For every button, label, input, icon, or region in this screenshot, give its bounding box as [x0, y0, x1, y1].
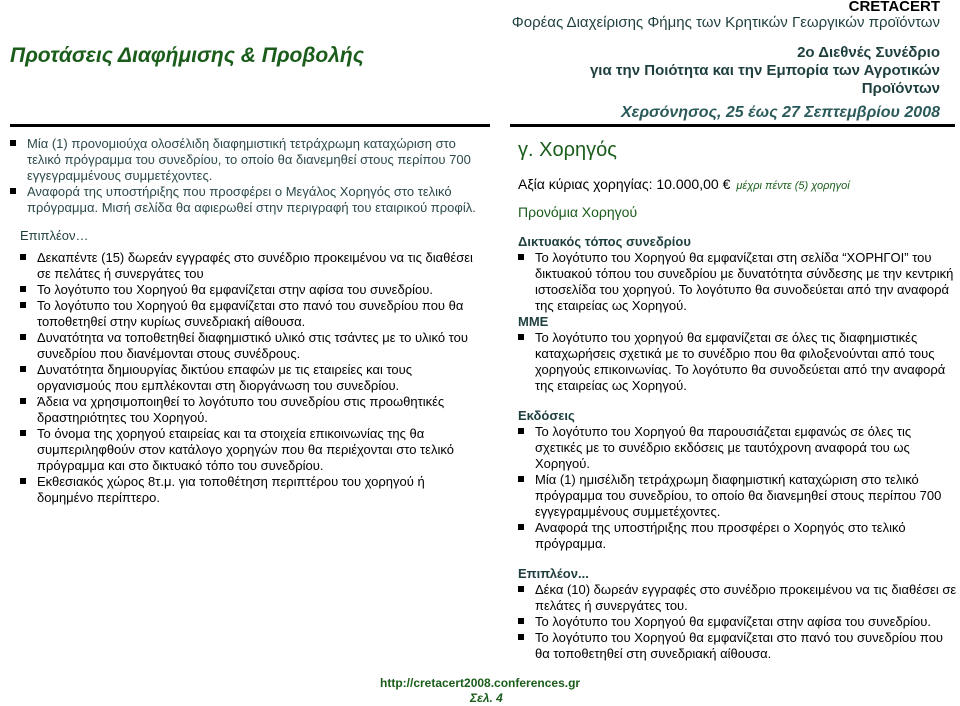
value-label: Αξία κύριας χορηγίας: 10.000,00 € — [518, 176, 731, 192]
list-item: Εκθεσιακός χώρος 8τ.μ. για τοποθέτηση περιπτέρου του χορηγού ή δομημένο περίπτερο. — [20, 474, 478, 506]
website-heading: Δικτυακός τόπος συνεδρίου — [518, 234, 691, 249]
media-heading: ΜΜΕ — [518, 314, 549, 329]
sponsorship-value — [518, 176, 958, 194]
list-item: Αναφορά της υποστήριξης που προσφέρει ο Μεγάλος Χορηγός στο τελικό πρόγραμμα. Μισή σελίδα θα αφιερωθεί στην περιγραφή του εταιρικού προφίλ. — [10, 184, 478, 216]
divider-right — [510, 124, 955, 127]
conference-line-1: 2ο Διεθνές Συνέδριο — [797, 44, 940, 61]
list-item: Αναφορά της υποστήριξης που προσφέρει ο Χορηγός στο τελικό πρόγραμμα. — [518, 520, 958, 552]
org-subtitle: Φορέας Διαχείρισης Φήμης των Κρητικών Γεωργικών προϊόντων — [511, 14, 940, 31]
list-item: Το λογότυπο του Χορηγού θα εμφανίζεται στην αφίσα του συνεδρίου. — [20, 282, 478, 298]
sponsor-title: γ. Χορηγός — [518, 139, 617, 161]
list-item: Δέκα (10) δωρεάν εγγραφές στο συνέδριο προκειμένου να τις διαθέσει σε πελάτες ή συνεργάτες του. — [518, 582, 958, 614]
list-item: Δυνατότητα να τοποθετηθεί διαφημιστικό υλικό στις τσάντες με το υλικό του συνεδρίου που διανέμονται στους συνέδρους. — [20, 330, 478, 362]
list-item: Το όνομα της χορηγού εταιρείας και τα στοιχεία επικοινωνίας της θα συμπεριληφθούν στον κατάλογο χορηγών που θα περιέχονται στο τελικό πρόγραμμα και στο δικτυακό τόπο του συνεδρίου. — [20, 426, 478, 474]
list-item: Μία (1) προνομιούχα ολοσέλιδη διαφημιστική τετράχρωμη καταχώριση στο τελικό πρόγραμμα του συνεδρίου, το οποίο θα διανεμηθεί στους περίπου 700 εγγεγραμμένους συμμετέχοντες. — [10, 136, 478, 184]
footer-url[interactable]: http://cretacert2008.conferences.gr — [380, 676, 581, 690]
list-item: Το λογότυπο του Χορηγού θα εμφανίζεται στην αφίσα του συνεδρίου. — [518, 614, 958, 630]
list-item: Το λογότυπο του Χορηγού θα παρουσιάζεται εμφανώς σε όλες τις σχετικές με το συνέδριο εκδόσεις με ταυτόχρονη αναφορά του ως Χορηγού. — [518, 424, 958, 472]
right-column — [518, 136, 958, 662]
publications-heading: Εκδόσεις — [518, 408, 575, 423]
list-item: Δεκαπέντε (15) δωρεάν εγγραφές στο συνέδριο προκειμένου να τις διαθέσει σε πελάτες ή συνεργάτες του — [20, 250, 478, 282]
more-list — [518, 582, 958, 662]
value-note: μέχρι πέντε (5) χορηγοί — [736, 180, 850, 192]
conference-title — [520, 44, 940, 98]
list-item: Το λογότυπο του Χορηγού θα εμφανίζεται στο πανό του συνεδρίου που θα τοποθετηθεί στην κυρίως συνεδριακή αίθουσα. — [20, 298, 478, 330]
list-item: Το λογότυπο του Χορηγού θα εμφανίζεται στο πανό του συνεδρίου που θα τοποθετηθεί στη συνεδριακή αίθουσα. — [518, 630, 958, 662]
list-item: Το λογότυπο του χορηγού θα εμφανίζεται σε όλες τις διαφημιστικές καταχωρήσεις σχετικά με το συνέδριο που θα φιλοξενούνται από τους χορηγούς επικοινωνίας. Το λογότυπο θα συνοδεύεται από την αναφορά της εταιρείας ως Χορηγού. — [518, 330, 958, 394]
conference-date: Χερσόνησος, 25 έως 27 Σεπτεμβρίου 2008 — [621, 104, 940, 121]
page-number: Σελ. 4 — [470, 691, 503, 705]
more-label: Επιπλέον… — [20, 228, 89, 243]
list-item: Δυνατότητα δημιουργίας δικτύου επαφών με τις εταιρείες και τους οργανισμούς που εμπλέκονται στη διοργάνωση του συνεδρίου. — [20, 362, 478, 394]
page-title: Προτάσεις Διαφήμισης & Προβολής — [10, 44, 364, 67]
media-list — [518, 330, 958, 394]
conference-line-2: για την Ποιότητα και την Εμπορία των Αγροτικών Προϊόντων — [589, 62, 940, 97]
org-title: CRETACERT — [848, 0, 940, 15]
divider-left — [10, 124, 490, 127]
publications-list — [518, 424, 958, 552]
top-benefits-list — [10, 136, 478, 216]
list-item: Το λογότυπο του Χορηγού θα εμφανίζεται στη σελίδα “ΧΟΡΗΓΟΙ” του δικτυακού τόπου του συνεδρίου με δυνατότητα σύνδεσης με την κεντρική ιστοσελίδα του χορηγού. Το λογότυπο θα συνοδεύεται από την αναφορά της εταιρείας ως Χορηγού. — [518, 250, 958, 314]
website-list — [518, 250, 958, 314]
more-heading: Επιπλέον... — [518, 566, 589, 581]
more-benefits-list — [10, 250, 478, 506]
left-column — [10, 136, 478, 506]
list-item: Άδεια να χρησιμοποιηθεί το λογότυπο του συνεδρίου στις προωθητικές δραστηριότητες του Χορηγού. — [20, 394, 478, 426]
list-item: Μία (1) ημισέλιδη τετράχρωμη διαφημιστική καταχώριση στο τελικό πρόγραμμα του συνεδρίου, το οποίο θα διανεμηθεί στους περίπου 700 εγγεγραμμένους συμμετέχοντες. — [518, 472, 958, 520]
privileges-label: Προνόμια Χορηγού — [518, 204, 638, 220]
